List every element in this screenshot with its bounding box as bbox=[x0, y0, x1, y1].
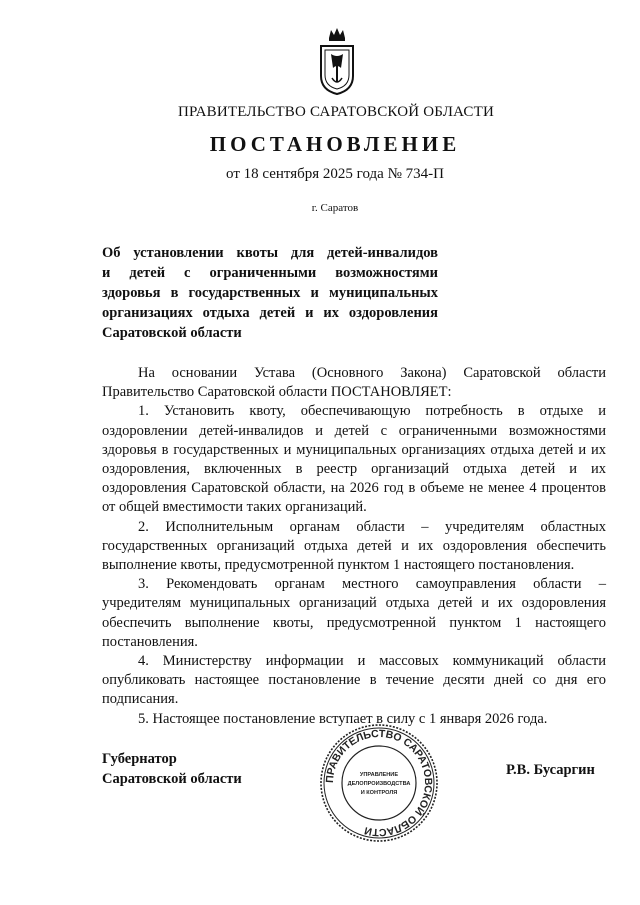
signatory-name: Р.В. Бусаргин bbox=[506, 762, 595, 778]
document-city: г. Саратов bbox=[311, 202, 359, 214]
paragraph-item-1: 1. Установить квоту, обеспечивающую потребность в отдыхе и оздоровлении детей-инвалидов и детей с ограниченными возможностями здоровья в государственных и муниципальных организациях отдыха детей и их оздоровления, включенных в реестр организаций отдыха детей и их оздоровления Саратовской области, на 2026 год в объеме не менее 4 процентов от общей вместимости таких организаций. bbox=[102, 403, 606, 516]
stamp-center-line: ДЕЛОПРОИЗВОДСТВА bbox=[347, 781, 411, 787]
paragraph-item-2: 2. Исполнительным органам области – учредителям областных государственных организаций отдыха детей и их оздоровления обеспечить выполнение квоты, предусмотренной пунктом 1 настоящего постановления. bbox=[102, 518, 606, 574]
document-type: ПОСТАНОВЛЕНИЕ bbox=[209, 132, 461, 156]
subject-line: Об установлении квоты для детей-инвалидов bbox=[102, 245, 438, 261]
document-subject bbox=[102, 243, 438, 343]
signatory-title-line: Губернатор bbox=[102, 751, 177, 767]
stamp-ring-text: ПРАВИТЕЛЬСТВО САРАТОВСКОЙ ОБЛАСТИ bbox=[323, 727, 435, 839]
subject-line: организациях отдыха детей и их оздоровления bbox=[102, 305, 438, 321]
subject-line: Саратовской области bbox=[102, 325, 242, 341]
paragraph-item-4: 4. Министерству информации и массовых коммуникаций области опубликовать настоящее постановление в течение десяти дней со дня его подписания. bbox=[102, 653, 606, 708]
government-name: ПРАВИТЕЛЬСТВО САРАТОВСКОЙ ОБЛАСТИ bbox=[177, 104, 495, 120]
document-body bbox=[102, 364, 606, 729]
stamp-center-line: УПРАВЛЕНИЕ bbox=[359, 772, 399, 778]
official-stamp bbox=[318, 722, 440, 844]
coat-of-arms-icon bbox=[319, 24, 355, 96]
paragraph-item-3: 3. Рекомендовать органам местного самоуправления области – учредителям муниципальных организаций отдыха детей и их оздоровления обеспечить выполнение квоты, предусмотренной пунктом 1 настоящего постановления. bbox=[102, 576, 606, 650]
subject-line: и детей с ограниченными возможностями bbox=[102, 265, 438, 281]
signatory-title bbox=[102, 749, 302, 789]
stamp-center-line: И КОНТРОЛЯ bbox=[360, 790, 398, 796]
paragraph-preamble: На основании Устава (Основного Закона) Саратовской области Правительство Саратовской области ПОСТАНОВЛЯЕТ: bbox=[102, 365, 606, 401]
paragraph-item-5: 5. Настоящее постановление вступает в силу с 1 января 2026 года. bbox=[138, 710, 548, 727]
document-date-number: от 18 сентября 2025 года № 734-П bbox=[226, 166, 444, 182]
signatory-title-line: Саратовской области bbox=[102, 771, 242, 787]
subject-line: здоровья в государственных и муниципальных bbox=[102, 285, 438, 301]
